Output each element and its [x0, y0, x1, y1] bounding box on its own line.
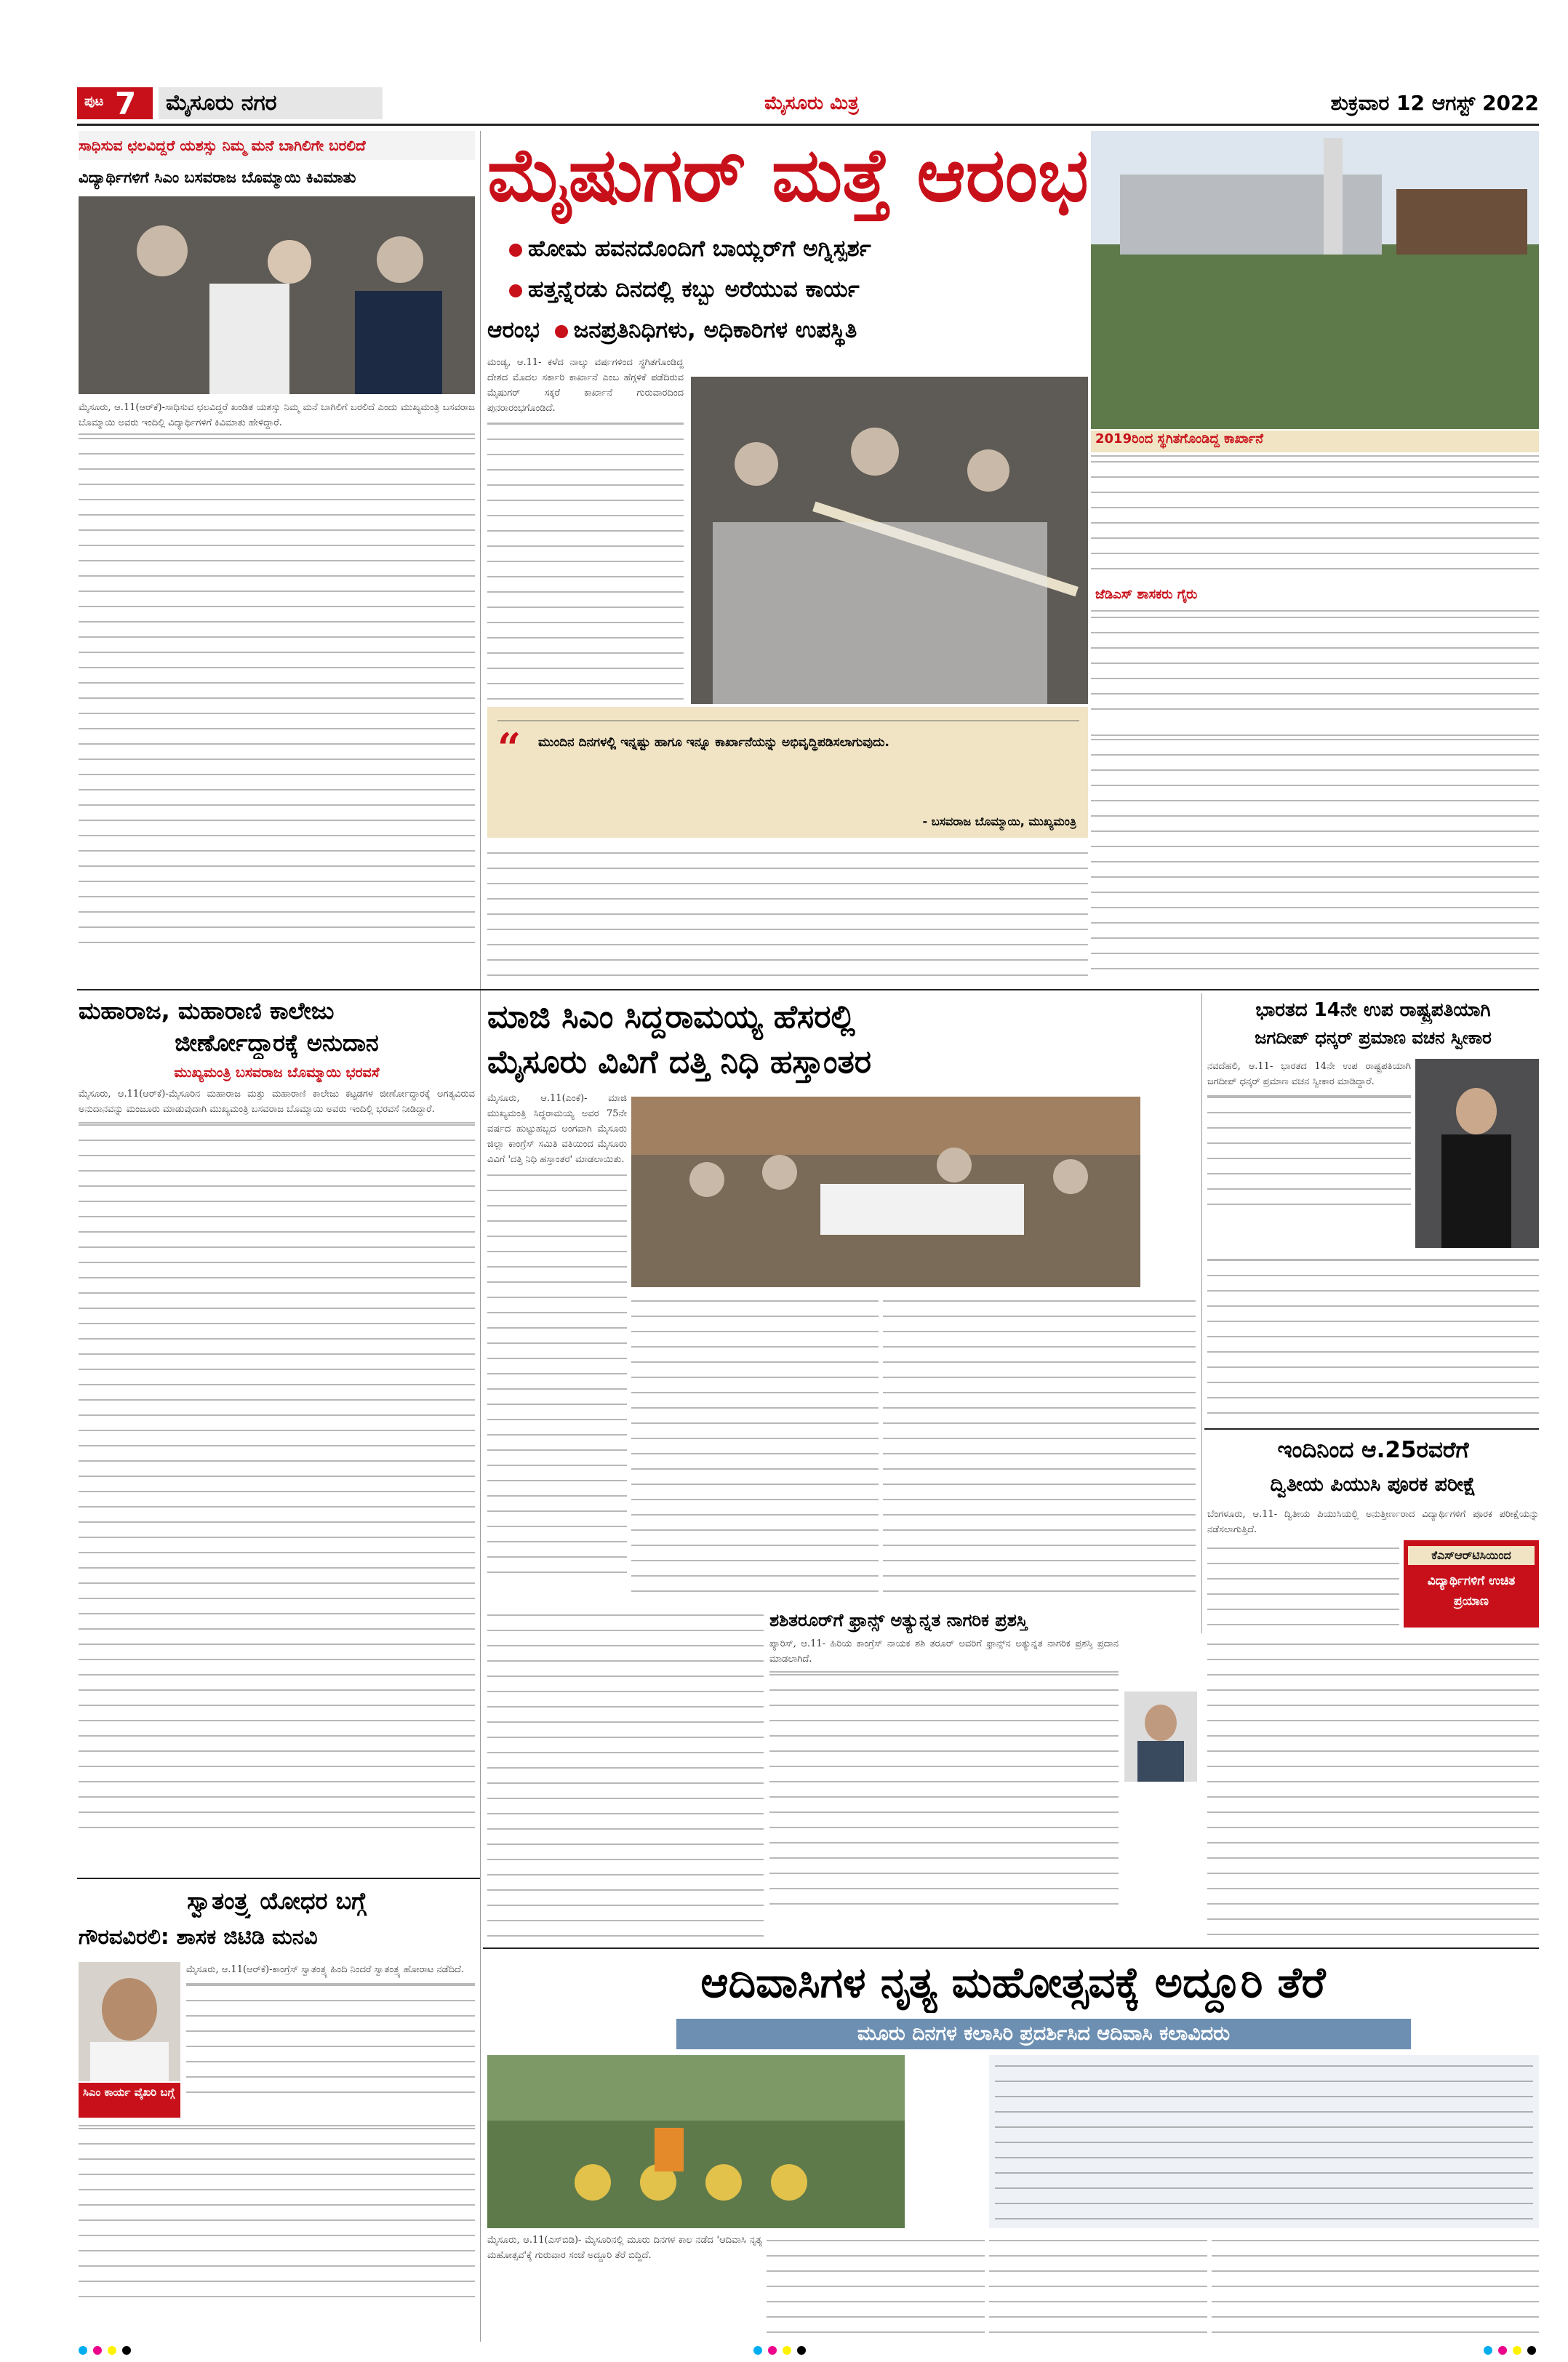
factory-caption: 2019ರಿಂದ ಸ್ಥಗಿತಗೊಂಡಿದ್ದ ಕಾರ್ಖಾನೆ	[1091, 431, 1539, 452]
cm-quote-box	[487, 707, 1088, 838]
freedom-body	[79, 2121, 475, 2310]
freedom-body-lead: ಮೈಸೂರು, ಆ.11(ಆರ್‌ಕೆ)-ಕಾಂಗ್ರೆಸ್ ಸ್ವಾತಂತ್ರ್ಯ ಹಿಂದಿ ನಿಂದರೆ ಸ್ವಾತಂತ್ರ್ಯ ಹೋರಾಟ ನಡೆದಿದೆ.	[186, 1964, 465, 1975]
page-number-badge	[77, 87, 153, 119]
tharoor-body	[769, 1636, 1119, 1943]
siddaramaiah-headline-1: ಮಾಜಿ ಸಿಎಂ ಸಿದ್ದರಾಮಯ್ಯ ಹೆಸರಲ್ಲಿ	[487, 998, 855, 1036]
siddaramaiah-headline-2: ಮೈಸೂರು ವಿವಿಗೆ ದತ್ತಿ ನಿಧಿ ಹಸ್ತಾಂತರ	[487, 1044, 872, 1081]
puc-headline-1: ಇಂದಿನಿಂದ ಆ.25ರವರೆಗೆ	[1277, 1437, 1469, 1463]
cm-students-subhead: ವಿದ್ಯಾರ್ಥಿಗಳಿಗೆ ಸಿಎಂ ಬಸವರಾಜ ಬೊಮ್ಮಾಯಿ ಕಿವಿಮಾತು	[79, 169, 356, 186]
gtd-photo-caption: ಸಿಎಂ ಕಾರ್ಯ ವೈಖರಿ ಬಗ್ಗೆ	[79, 2083, 180, 2118]
freedom-headline-2: ಗೌರವವಿರಲಿ: ಶಾಸಕ ಜಿಟಿಡಿ ಮನವಿ	[79, 1924, 318, 1949]
tribal-body-col2	[767, 2233, 985, 2342]
registration-marks-center	[753, 2346, 841, 2356]
ksrtc-box-line-2: ವಿದ್ಯಾರ್ಥಿಗಳಿಗೆ ಉಚಿತ ಪ್ರಯಾಣ	[1427, 1574, 1516, 1609]
lead-body-col1	[487, 355, 684, 704]
lead-bullet-3: ಆರಂಭ ಜನಪ್ರತಿನಿಧಿಗಳು, ಅಧಿಕಾರಿಗಳ ಉಪಸ್ಥಿತಿ	[487, 317, 857, 343]
puc-body	[1207, 1636, 1539, 1943]
college-body-lead: ಮೈಸೂರು, ಆ.11(ಆರ್‌ಕೆ)-ಮೈಸೂರಿನ ಮಹಾರಾಜ ಮತ್ತು ಮಹಾರಾಣಿ ಕಾಲೇಜು ಕಟ್ಟಡಗಳ ಜೀರ್ಣೋದ್ಧಾರಕ್ಕೆ ಅಗತ್ಯವಿರುವ ಅನುದಾನವನ್ನು ಮಂಜೂರು ಮಾಡುವುದಾಗಿ ಮುಖ್ಯಮಂತ್ರಿ ಬಸವರಾಜ ಬೊಮ್ಮಾಯಿ ಅವರು ಇಂದಿಲ್ಲಿ ಭರವಸೆ ನೀಡಿದ್ದಾರೆ.	[79, 1089, 475, 1115]
paper-name: ಮೈಸೂರು ಮಿತ್ರ	[764, 92, 859, 114]
vp-headline-2: ಜಗದೀಪ್ ಧನ್ಕರ್ ಪ್ರಮಾಣ ವಚನ ಸ್ವೀಕಾರ	[1255, 1028, 1492, 1048]
vp-body-lower	[1207, 1252, 1539, 1424]
quote-mark-icon: “	[497, 724, 521, 772]
cm-students-kicker: ಸಾಧಿಸುವ ಛಲವಿದ್ದರೆ ಯಶಸ್ಸು ನಿಮ್ಮ ಮನೆ ಬಾಗಿಲಿಗೇ ಬರಲಿದೆ	[79, 131, 475, 160]
college-subhead: ಮುಖ್ಯಮಂತ್ರಿ ಬಸವರಾಜ ಬೊಮ್ಮಾಯಿ ಭರವಸೆ	[174, 1065, 380, 1081]
quote-context	[497, 713, 1079, 729]
freedom-headline-1: ಸ್ವಾತಂತ್ರ್ಯ ಯೋಧರ ಬಗ್ಗೆ	[187, 1887, 367, 1915]
college-rule	[77, 1878, 480, 1879]
vp-body	[1207, 1059, 1411, 1248]
vp-headline-1: ಭಾರತದ 14ನೇ ಉಪ ರಾಷ್ಟ್ರಪತಿಯಾಗಿ	[1255, 999, 1491, 1021]
jds-caption: ಜೆಡಿಎಸ್ ಶಾಸಕರು ಗೈರು	[1091, 586, 1539, 608]
quote-text: ಮುಂದಿನ ದಿನಗಳಲ್ಲಿ ಇನ್ನಷ್ಟು ಹಾಗೂ ಇನ್ನೂ ಕಾರ್ಖಾನೆಯನ್ನು ಅಭಿವೃದ್ಧಿಪಡಿಸಲಾಗುವುದು.	[538, 735, 889, 750]
masthead	[77, 86, 1539, 121]
puc-body-lead: ಬೆಂಗಳೂರು, ಆ.11- ದ್ವಿತೀಯ ಪಿಯುಸಿಯಲ್ಲಿ ಅನುತ್ತೀರ್ಣರಾದ ವಿದ್ಯಾರ್ಥಿಗಳಿಗೆ ಪೂರಕ ಪರೀಕ್ಷೆಯನ್ನು ನಡೆಸಲಾಗುತ್ತಿದೆ.	[1207, 1509, 1539, 1535]
siddaramaiah-body-col3	[883, 1293, 1196, 1601]
lead-body-right	[1091, 732, 1539, 983]
tharoor-headline: ಶಶಿತರೂರ್‌ಗೆ ಫ್ರಾನ್ಸ್ ಅತ್ಯುನ್ನತ ನಾಗರಿಕ ಪ್ರಶಸ್ತಿ	[769, 1610, 1028, 1630]
puc-headline-2: ದ್ವಿತೀಯ ಪಿಯುಸಿ ಪೂರಕ ಪರೀಕ್ಷೆ	[1270, 1473, 1476, 1496]
tribal-body-col4	[989, 2233, 1207, 2342]
dhankhar-oath-photo	[1415, 1059, 1539, 1248]
gtd-portrait-photo	[79, 1962, 180, 2081]
factory-caption-body	[1091, 454, 1539, 585]
quote-attribution: - ಬಸವರಾಜ ಬೊಮ್ಮಾಯಿ, ಮುಖ್ಯಮಂತ್ರಿ	[922, 814, 1076, 828]
issue-date: ಶುಕ್ರವಾರ 12 ಆಗಸ್ಟ್ 2022	[1330, 91, 1539, 115]
tribal-body-col1	[487, 2233, 762, 2342]
factory-photo	[1091, 131, 1539, 429]
college-body	[79, 1086, 475, 1872]
page-label: ಪುಟ	[84, 94, 104, 109]
endowment-handover-photo	[631, 1097, 1140, 1287]
tribal-body-col3	[989, 2055, 1539, 2228]
puc-body-top	[1207, 1507, 1539, 1537]
siddaramaiah-body-lower-left	[487, 1607, 764, 1943]
registration-marks-left	[79, 2346, 166, 2356]
tribal-artists-photo	[487, 2055, 905, 2228]
page-number: 7	[115, 86, 137, 121]
puc-body-side	[1207, 1540, 1399, 1632]
row-rule-2	[483, 1947, 1539, 1949]
tribal-subhead: ಮೂರು ದಿನಗಳ ಕಲಾಸಿರಿ ಪ್ರದರ್ಶಿಸಿದ ಆದಿವಾಸಿ ಕಲಾವಿದರು	[676, 2019, 1411, 2049]
cm-students-body-lead: ಮೈಸೂರು, ಆ.11(ಆರ್‌ಕೆ)-ಸಾಧಿಸುವ ಛಲವಿದ್ದರೆ ಖಂಡಿತ ಯಶಸ್ಸು ನಿಮ್ಮ ಮನೆ ಬಾಗಿಲಿಗೆ ಬರಲಿದೆ ಎಂದು ಮುಖ್ಯಮಂತ್ರಿ ಬಸವರಾಜ ಬೊಮ್ಮಾಯಿ ಅವರು ಇಂದಿಲ್ಲಿ ವಿದ್ಯಾರ್ಥಿಗಳಿಗೆ ಕಿವಿಮಾತು ಹೇಳಿದ್ದಾರೆ.	[79, 402, 475, 428]
freedom-body-side	[186, 1962, 475, 2118]
tribal-body-col5	[1212, 2233, 1539, 2342]
vp-body-lead: ನವದೆಹಲಿ, ಆ.11- ಭಾರತದ 14ನೇ ಉಪ ರಾಷ್ಟ್ರಪತಿಯಾಗಿ ಜಗದೀಪ್ ಧನ್ಕರ್ ಪ್ರಮಾಣ ವಚನ ಸ್ವೀಕಾರ ಮಾಡಿದ್ದಾರೆ.	[1207, 1061, 1411, 1087]
tharoor-body-lead: ಪ್ಯಾರಿಸ್, ಆ.11- ಹಿರಿಯ ಕಾಂಗ್ರೆಸ್ ನಾಯಕ ಶಶಿ ತರೂರ್ ಅವರಿಗೆ ಫ್ರಾನ್ಸ್‌ನ ಅತ್ಯುನ್ನತ ನಾಗರಿಕ ಪ್ರಶಸ್ತಿ ಪ್ರದಾನ ಮಾಡಲಾಗಿದೆ.	[769, 1638, 1119, 1665]
tharoor-portrait-photo	[1124, 1692, 1197, 1782]
bullet-dot-icon	[509, 284, 522, 297]
siddaramaiah-body-lead: ಮೈಸೂರು, ಆ.11(ಎಂಕೆ)- ಮಾಜಿ ಮುಖ್ಯಮಂತ್ರಿ ಸಿದ್ದರಾಮಯ್ಯ ಅವರ 75ನೇ ವರ್ಷದ ಹುಟ್ಟುಹಬ್ಬದ ಅಂಗವಾಗಿ ಮೈಸೂರು ಜಿಲ್ಲಾ ಕಾಂಗ್ರೆಸ್ ಸಮಿತಿ ವತಿಯಿಂದ ಮೈಸೂರು ವಿವಿಗೆ 'ದತ್ತಿ ನಿಧಿ ಹಸ್ತಾಂತರ' ಮಾಡಲಾಯಿತು.	[487, 1093, 627, 1165]
cm-students-body	[79, 400, 475, 988]
tribal-headline: ಆದಿವಾಸಿಗಳ ನೃತ್ಯ ಮಹೋತ್ಸವಕ್ಕೆ ಅದ್ದೂರಿ ತೆರೆ	[700, 1958, 1326, 2007]
col-rule-left	[480, 131, 481, 2342]
lead-bullet-2: ಹತ್ತನ್ನೆರಡು ದಿನದಲ್ಲಿ ಕಬ್ಬು ಅರೆಯುವ ಕಾರ್ಯ	[509, 272, 1091, 307]
row-rule-1	[77, 989, 1539, 990]
college-headline-1: ಮಹಾರಾಜ, ಮಹಾರಾಣಿ ಕಾಲೇಜು	[79, 997, 335, 1025]
lead-body-lead: ಮಂಡ್ಯ, ಆ.11- ಕಳೆದ ನಾಲ್ಕು ವರ್ಷಗಳಿಂದ ಸ್ಥಗಿತಗೊಂಡಿದ್ದ ದೇಶದ ಮೊದಲ ಸರ್ಕಾರಿ ಕಾರ್ಖಾನೆ ಎಂಬ ಹೆಗ್ಗಳಿಕೆ ಪಡೆದಿರುವ ಮೈಷುಗರ್ ಸಕ್ಕರೆ ಕಾರ್ಖಾನೆ ಗುರುವಾರದಿಂದ ಪುನರಾರಂಭಗೊಂಡಿದೆ.	[487, 357, 684, 414]
ksrtc-box-line-1: ಕೆಎಸ್‌ಆರ್‌ಟಿಸಿಯಿಂದ	[1408, 1546, 1535, 1565]
ksrtc-free-travel-box	[1404, 1540, 1539, 1628]
jds-caption-body	[1091, 609, 1539, 726]
siddaramaiah-body-col2	[631, 1293, 879, 1601]
lead-headline: ಮೈಷುಗರ್ ಮತ್ತೆ ಆರಂಭ	[487, 132, 1089, 219]
bullet-dot-icon	[555, 325, 568, 338]
cm-students-photo	[79, 196, 475, 394]
lead-bullet-1: ಹೋಮ ಹವನದೊಂದಿಗೆ ಬಾಯ್ಲರ್‌ಗೆ ಅಗ್ನಿಸ್ಪರ್ಶ	[509, 231, 1091, 266]
lead-body-lower	[487, 845, 1088, 983]
vp-rule	[1204, 1428, 1539, 1430]
boiler-ceremony-photo	[691, 377, 1088, 704]
bullet-dot-icon	[509, 244, 522, 257]
section-name: ಮೈಸೂರು ನಗರ	[159, 87, 383, 119]
college-headline-2: ಜೀರ್ಣೋದ್ಧಾರಕ್ಕೆ ಅನುದಾನ	[175, 1029, 379, 1057]
siddaramaiah-body-col1	[487, 1091, 627, 1601]
registration-marks-right	[1484, 2346, 1542, 2356]
tribal-body-lead: ಮೈಸೂರು, ಆ.11(ಎಸ್‌ಬಿಡಿ)- ಮೈಸೂರಿನಲ್ಲಿ ಮೂರು ದಿನಗಳ ಕಾಲ ನಡೆದ 'ಆದಿವಾಸಿ ನೃತ್ಯ ಮಹೋತ್ಸವ'ಕ್ಕೆ ಗುರುವಾರ ಸಂಜೆ ಅದ್ದೂರಿ ತೆರೆ ಬಿದ್ದಿದೆ.	[487, 2235, 762, 2261]
col-rule-right	[1201, 993, 1202, 1633]
